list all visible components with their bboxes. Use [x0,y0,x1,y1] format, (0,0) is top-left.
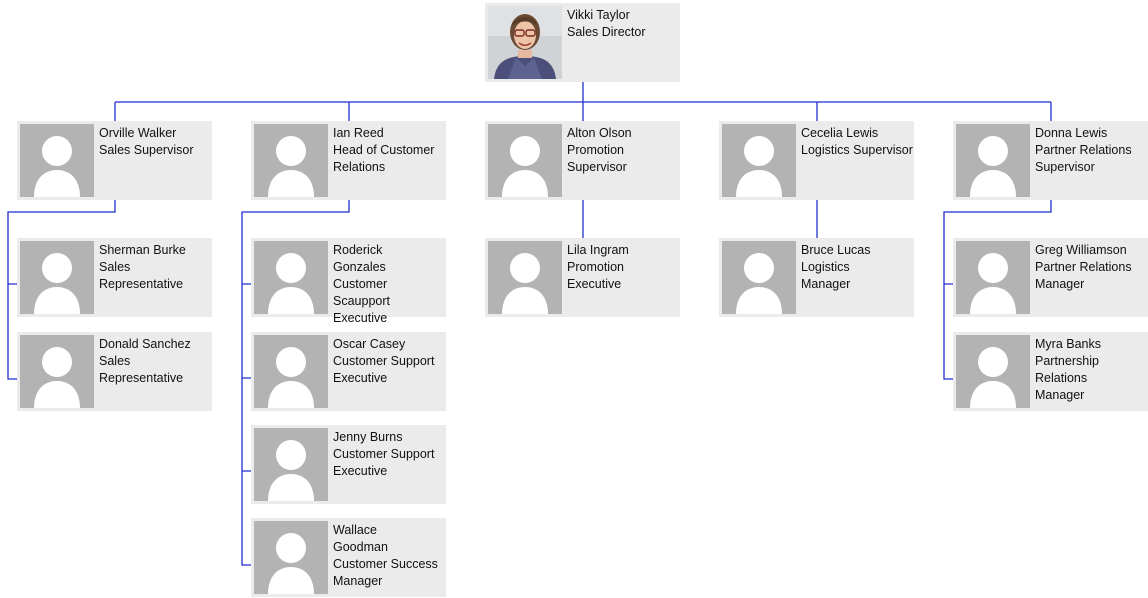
person-name: Alton Olson [567,126,632,140]
org-node-report[interactable] [719,238,914,317]
org-node-supervisor[interactable] [953,121,1148,200]
avatar-placeholder-icon [956,335,1030,408]
node-info [567,125,679,176]
node-info [333,522,445,590]
person-title: Sales Director [567,25,646,39]
person-name: Oscar Casey [333,337,406,351]
person-name: Wallace Goodman [333,523,388,554]
node-info [567,242,679,293]
org-node-report[interactable] [17,238,212,317]
person-name: Vikki Taylor [567,8,630,22]
org-node-report[interactable] [251,425,446,504]
node-info [1035,242,1147,293]
person-photo [488,6,562,79]
person-name: Bruce Lucas [801,243,871,257]
avatar-placeholder-icon [20,124,94,197]
person-title: Logistics Supervisor [801,143,913,157]
org-node-supervisor[interactable] [17,121,212,200]
person-name: Orville Walker [99,126,177,140]
person-title: Partner Relations Supervisor [1035,143,1132,174]
person-title: Customer Support Executive [333,354,435,385]
avatar-placeholder-icon [488,241,562,314]
node-info [801,242,913,293]
org-node-report[interactable] [251,518,446,597]
person-name: Donald Sanchez [99,337,191,351]
person-name: Ian Reed [333,126,384,140]
person-name: Myra Banks [1035,337,1101,351]
person-title: Logistics Manager [801,260,851,291]
person-name: Roderick Gonzales [333,243,386,274]
avatar-placeholder-icon [254,241,328,314]
node-info [567,7,679,41]
person-title: Partnership Relations Manager [1035,354,1099,402]
org-node-report[interactable] [953,238,1148,317]
node-info [1035,336,1147,404]
avatar-placeholder-icon [20,335,94,408]
avatar-placeholder-icon [956,124,1030,197]
org-node-report[interactable] [251,238,446,325]
node-info [801,125,913,159]
node-info [99,242,211,293]
org-node-report[interactable] [17,332,212,411]
person-title: Promotion Supervisor [567,143,627,174]
person-name: Jenny Burns [333,430,403,444]
person-title: Head of Customer Relations [333,143,435,174]
avatar-placeholder-icon [722,241,796,314]
node-info [333,336,445,387]
avatar-placeholder-icon [20,241,94,314]
avatar-placeholder-icon [722,124,796,197]
avatar-placeholder-icon [254,124,328,197]
person-name: Greg Williamson [1035,243,1127,257]
person-title: Customer Scaupport Executive [333,277,390,325]
avatar-placeholder-icon [254,335,328,408]
person-name: Donna Lewis [1035,126,1108,140]
person-title: Partner Relations Manager [1035,260,1132,291]
node-info [333,242,445,325]
org-node-supervisor[interactable] [485,121,680,200]
node-info [1035,125,1147,176]
org-node-root[interactable] [485,3,680,82]
org-node-report[interactable] [953,332,1148,411]
node-info [99,125,211,159]
person-title: Promotion Executive [567,260,624,291]
node-info [99,336,211,387]
person-name: Cecelia Lewis [801,126,879,140]
person-title: Customer Success Manager [333,557,438,588]
person-name: Lila Ingram [567,243,629,257]
avatar-placeholder-icon [254,521,328,594]
person-name: Sherman Burke [99,243,186,257]
person-title: Customer Support Executive [333,447,435,478]
person-title: Sales Supervisor [99,143,194,157]
node-info [333,429,445,480]
org-node-report[interactable] [485,238,680,317]
person-title: Sales Representative [99,260,184,291]
org-node-supervisor[interactable] [719,121,914,200]
node-info [333,125,445,176]
person-title: Sales Representative [99,354,184,385]
avatar-placeholder-icon [488,124,562,197]
avatar-placeholder-icon [956,241,1030,314]
org-node-report[interactable] [251,332,446,411]
org-node-supervisor[interactable] [251,121,446,200]
avatar-placeholder-icon [254,428,328,501]
